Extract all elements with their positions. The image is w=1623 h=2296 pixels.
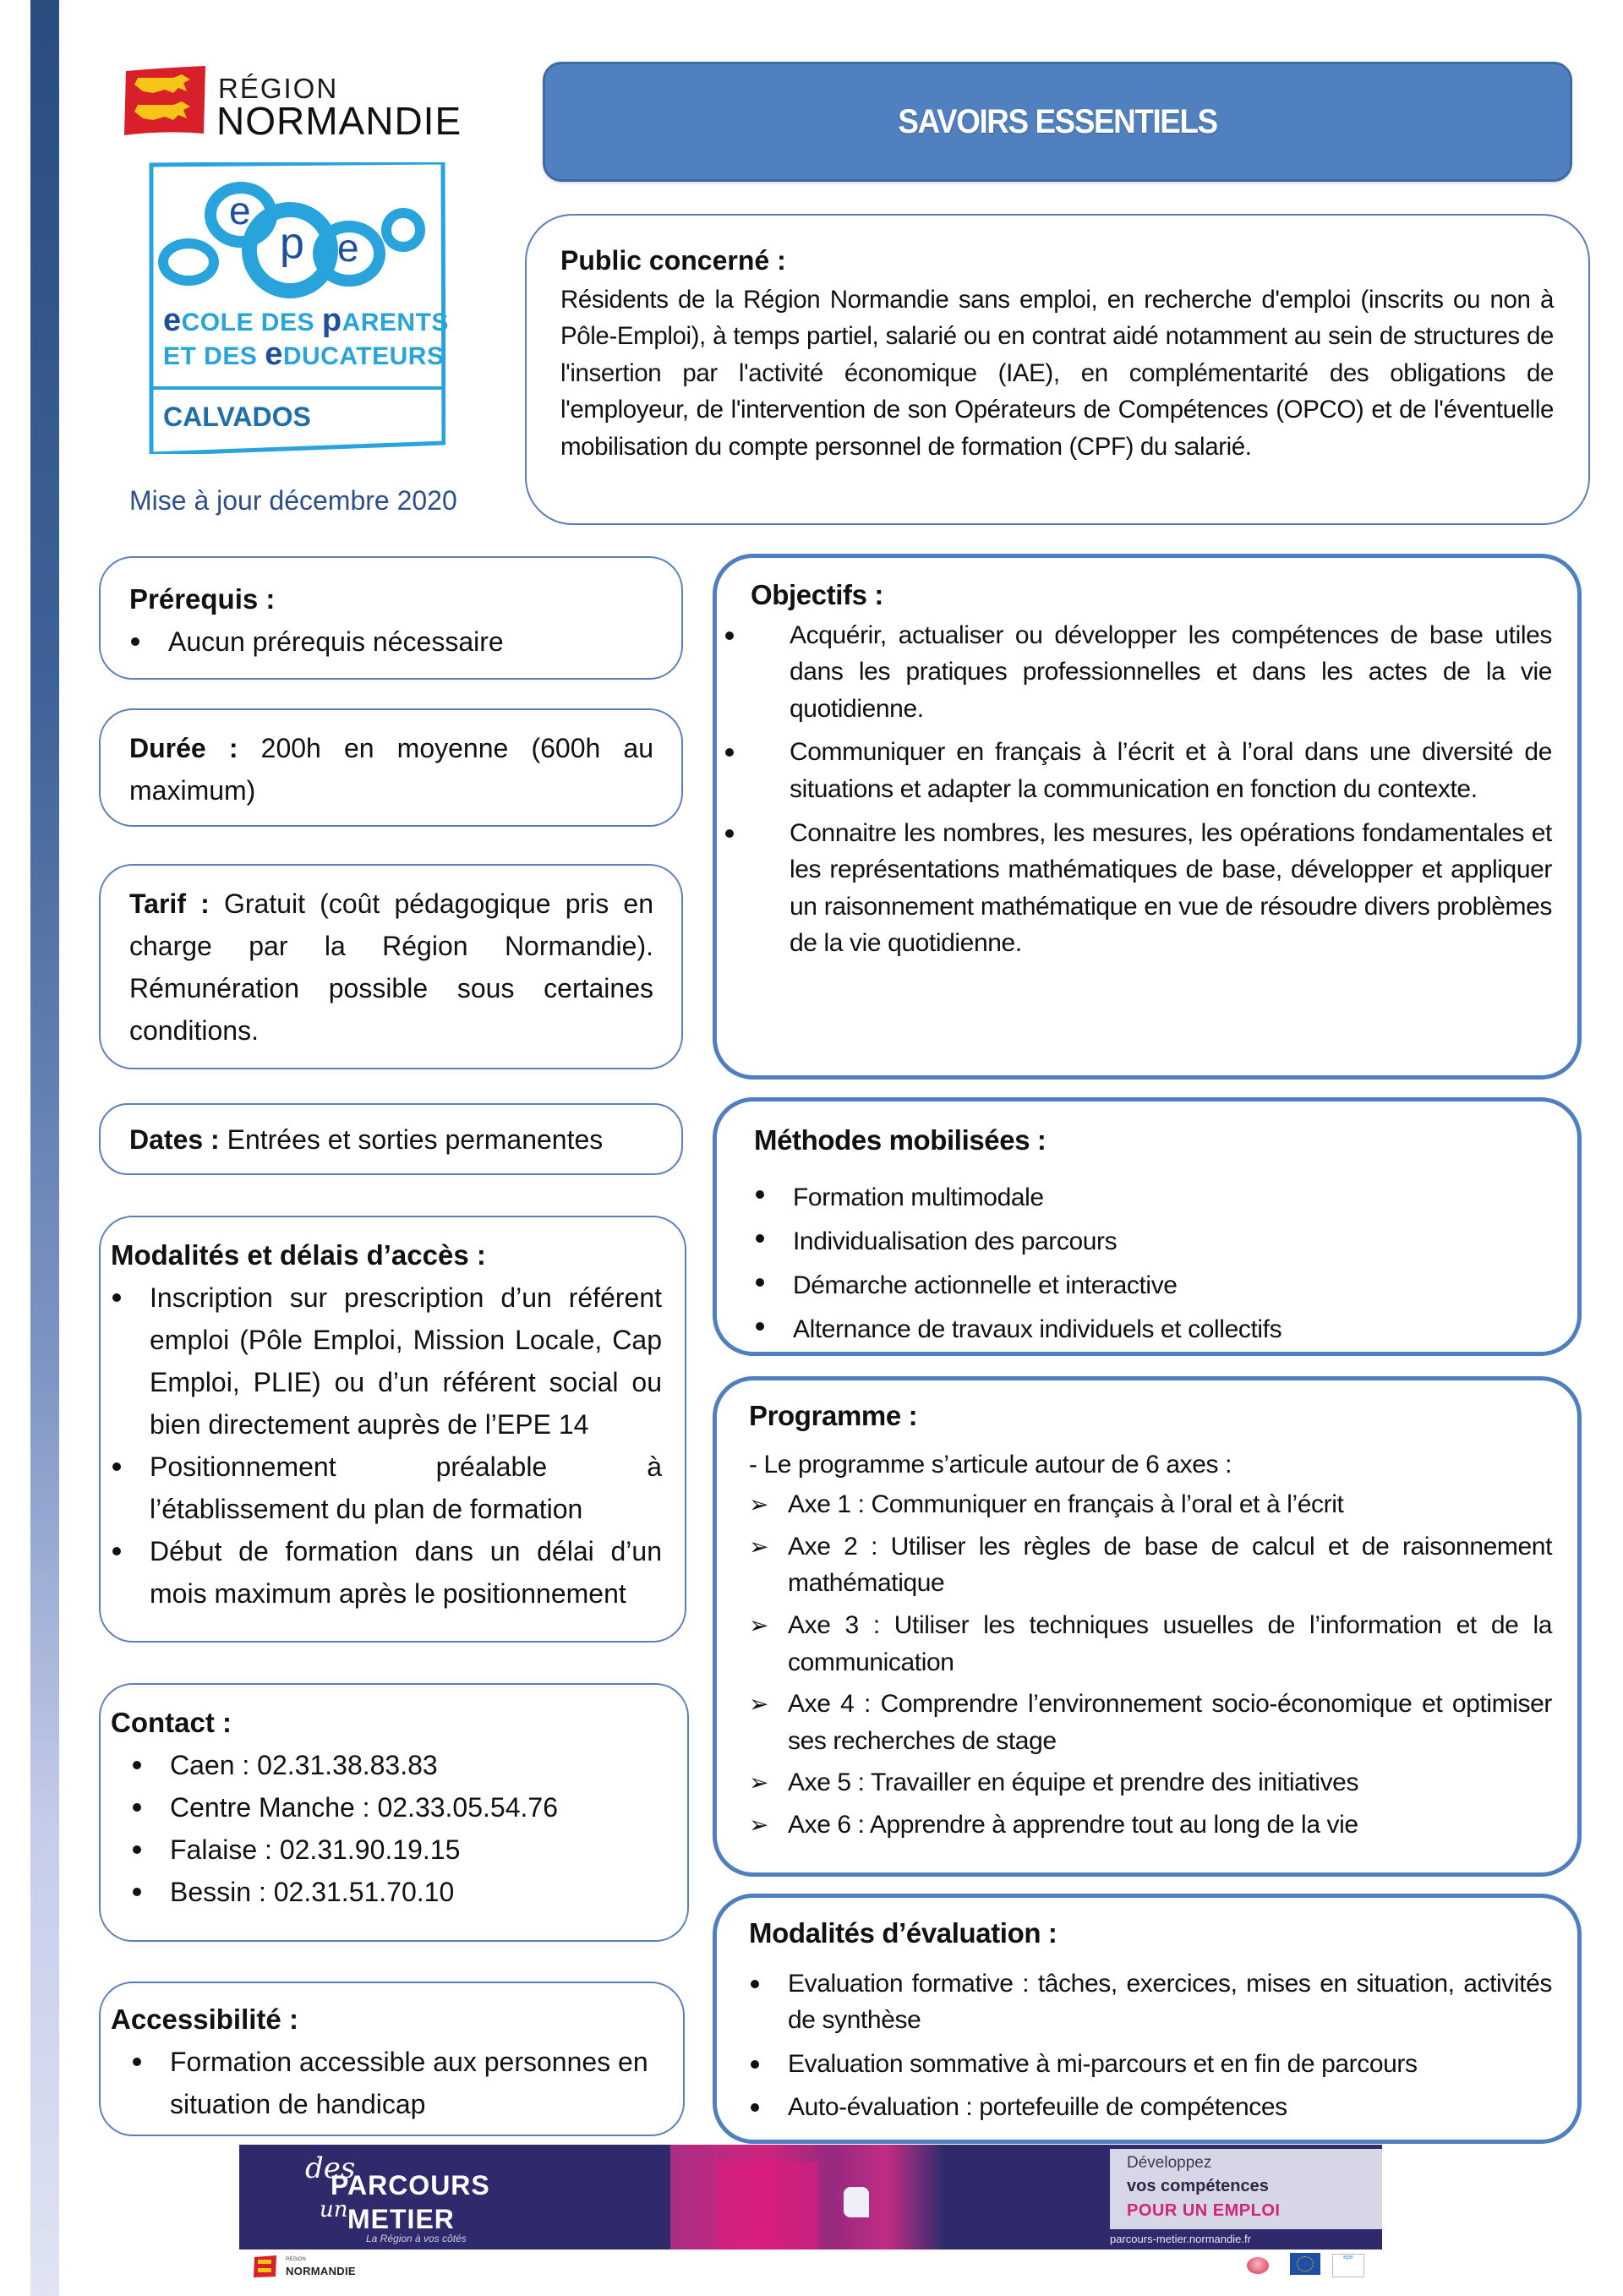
programme-intro: - Le programme s’articule autour de 6 axes :: [749, 1450, 1232, 1479]
contact-box: [99, 1683, 689, 1942]
banner-url-link[interactable]: parcours-metier.normandie.fr: [1110, 2233, 1251, 2245]
contact-item[interactable]: Falaise : 02.31.90.19.15: [131, 1829, 652, 1871]
contact-item[interactable]: Caen : 02.31.38.83.83: [131, 1744, 652, 1786]
normandy-lions-flag-icon: [254, 2255, 277, 2277]
tarif-value: Gratuit (coût pédagogique pris en charge par la Région Normandie). Rémunération possible sous certaines conditions.: [129, 888, 654, 1046]
banner-parcours: PARCOURS: [331, 2170, 490, 2200]
programme-box: [713, 1376, 1582, 1877]
left-decorative-stripe: [30, 0, 59, 2296]
programme-axis: [749, 1607, 1552, 1681]
epe-text-arents: ARENTS: [342, 309, 449, 336]
banner-f-logo-icon: [844, 2187, 869, 2217]
evaluation-list: [749, 1965, 1552, 2126]
epe-initial-e2: e: [265, 336, 283, 372]
banner-tagline: La Région à vos côtés: [366, 2233, 467, 2244]
arrow-right-icon: ➢: [749, 1769, 769, 1796]
contact-item[interactable]: Centre Manche : 02.33.05.54.76: [131, 1786, 652, 1829]
banner-metier: METIER: [347, 2204, 455, 2234]
programme-axis-text: Axe 2 : Utiliser les règles de base de calcul et de raisonnement mathématique: [788, 1532, 1552, 1598]
arrow-right-icon: ➢: [749, 1691, 769, 1718]
epe-initial-e: e: [163, 303, 182, 338]
prerequis-content: [129, 578, 653, 663]
objectifs-title: Objectifs :: [751, 579, 883, 610]
dates-content: [129, 1118, 670, 1161]
prerequis-list: [129, 620, 653, 663]
epe-text-ducateurs: DUCATEURS: [282, 342, 445, 370]
objectifs-content: [751, 577, 1552, 962]
contact-title: Contact :: [111, 1707, 232, 1738]
page-title: SAVOIRS ESSENTIELS: [898, 102, 1217, 140]
programme-axis: [749, 1807, 1552, 1844]
programme-axis: [749, 1764, 1552, 1801]
normandy-lions-flag-icon: [123, 66, 207, 135]
list-item: Connaitre les nombres, les mesures, les opérations fondamentales et les représentations mathématiques de base, développer et appliquer un raisonnement mathématique en vue de résoudre divers problèmes de la vie quotidienne.: [724, 815, 1552, 962]
list-item: Auto-évaluation : portefeuille de compétences: [749, 2089, 1552, 2126]
epe-logo-icon: epe: [1332, 2254, 1364, 2277]
list-item: Communiquer en français à l’écrit et à l’oral dans une diversité de situations et adapter la communication en fonction du contexte.: [724, 734, 1552, 807]
contact-item[interactable]: Bessin : 02.31.51.70.10: [131, 1871, 652, 1913]
banner-un: un: [320, 2197, 348, 2222]
arrow-right-icon: ➢: [749, 1811, 769, 1838]
arrow-right-icon: ➢: [749, 1533, 769, 1560]
epe-text-et-des: ET DES: [163, 342, 265, 370]
programme-title: Programme :: [749, 1400, 918, 1431]
eu-flag-icon: [1290, 2253, 1320, 2275]
methodes-box: [713, 1097, 1582, 1356]
footer-banner[interactable]: [239, 2145, 1382, 2250]
epe-initial-p: p: [321, 303, 342, 338]
programme-axis-text: Axe 3 : Utiliser les techniques usuelles de l’information et de la communication: [788, 1610, 1552, 1676]
arrow-right-icon: ➢: [749, 1491, 769, 1518]
modalites-acces-list: [111, 1276, 662, 1615]
duree-label: Durée :: [129, 733, 238, 763]
banner-des: des: [305, 2151, 356, 2185]
region-logo-line2: NORMANDIE: [216, 99, 462, 143]
accessibilite-list: [131, 2041, 662, 2125]
modalites-acces-title: Modalités et délais d’accès :: [111, 1239, 486, 1271]
methodes-list: [754, 1176, 1549, 1352]
accessibilite-content: [111, 1998, 662, 2125]
dates-label: Dates :: [129, 1124, 220, 1155]
banner-developpez: Développez: [1127, 2154, 1212, 2172]
duree-content: [129, 727, 653, 812]
list-item: Démarche actionnelle et interactive: [754, 1264, 1549, 1308]
prerequis-title: Prérequis :: [129, 583, 276, 615]
update-date-note: Mise à jour décembre 2020: [129, 485, 457, 516]
public-concerne-title: Public concerné :: [560, 245, 786, 276]
epe-name-line1: [163, 303, 449, 339]
duree-value: 200h en moyenne (600h au maximum): [129, 733, 654, 806]
banner-photo-overlay: [717, 2162, 818, 2250]
banner-cta-panel: [1110, 2149, 1382, 2229]
public-concerne-text: Résidents de la Région Normandie sans emploi, en recherche d'emploi (inscrits ou non à Pôle-Emploi), à temps partiel, salarié ou en contrat aidé notamment au sein de structures de l'insertion par l'activité économique (IAE), en complémentarité des obligations de l'employeur, de l'intervention de son Opérateurs de Compétences (OPCO) et de l'éventuelle mobilisation du compte personnel de formation (CPF) du salarié.: [560, 285, 1554, 461]
evaluation-title: Modalités d’évaluation :: [749, 1917, 1057, 1949]
page-title-banner: [543, 62, 1572, 182]
list-item: Aucun prérequis nécessaire: [129, 620, 653, 663]
evaluation-box: [713, 1894, 1582, 2144]
partner-logo-icon: [1247, 2257, 1269, 2274]
programme-axis-text: Axe 4 : Comprendre l’environnement socio-économique et optimiser ses recherches de stage: [788, 1690, 1552, 1755]
banner-pour-un-emploi: POUR UN EMPLOI: [1127, 2201, 1281, 2220]
programme-axis: [749, 1686, 1552, 1759]
programme-content: [749, 1397, 1552, 1844]
public-concerne-content: [560, 243, 1554, 466]
modalites-acces-box: [99, 1216, 686, 1643]
epe-letter-p: p: [280, 219, 304, 268]
objectifs-box: [713, 554, 1582, 1080]
methodes-content: [754, 1122, 1549, 1352]
arrow-right-icon: ➢: [749, 1611, 769, 1638]
list-item: Formation multimodale: [754, 1176, 1549, 1220]
tarif-content: [129, 883, 653, 1052]
list-item: Acquérir, actualiser ou développer les compétences de base utiles dans les pratiques professionnelles et dans les actes de la vie quotidienne.: [724, 617, 1552, 728]
accessibilite-title: Accessibilité :: [111, 2004, 298, 2035]
public-concerne-box: [525, 214, 1590, 525]
epe-letter-e2: e: [337, 226, 359, 270]
tarif-label: Tarif :: [129, 888, 210, 919]
epe-letter-e1: e: [229, 189, 251, 232]
list-item: Alternance de travaux individuels et collectifs: [754, 1308, 1549, 1352]
evaluation-content: [749, 1915, 1552, 2126]
modalites-acces-content: [111, 1234, 662, 1615]
programme-axis: [749, 1528, 1552, 1602]
accessibilite-box: [99, 1982, 685, 2136]
duree-box: [99, 708, 683, 827]
programme-axis-text: Axe 5 : Travailler en équipe et prendre des initiatives: [788, 1768, 1359, 1797]
banner-vos-competences: vos compétences: [1127, 2177, 1269, 2195]
programme-axis-text: Axe 1 : Communiquer en français à l’oral et à l’écrit: [788, 1490, 1344, 1519]
list-item: Inscription sur prescription d’un référent emploi (Pôle Emploi, Mission Locale, Cap Emploi, PLIE) ou d’un référent social ou bien directement auprès de l’EPE 14: [111, 1276, 662, 1446]
epe-name-line2: [163, 336, 444, 373]
dates-value: Entrées et sorties permanentes: [227, 1124, 604, 1155]
region-logo-line1: RÉGION: [218, 73, 339, 104]
footer-region-small: RÉGION: [286, 2257, 306, 2262]
epe-department: CALVADOS: [163, 402, 311, 432]
dates-box: [99, 1103, 683, 1175]
epe-text-cole-des: COLE DES: [181, 309, 322, 336]
contact-list: [131, 1744, 652, 1913]
tarif-box: [99, 864, 683, 1069]
list-item: Positionnement préalable à l’établissement du plan de formation: [111, 1446, 662, 1530]
list-item: Evaluation sommative à mi-parcours et en fin de parcours: [749, 2046, 1552, 2083]
contact-content: [111, 1702, 652, 1913]
list-item: Formation accessible aux personnes en situation de handicap: [131, 2041, 662, 2125]
footer-region-name: NORMANDIE: [286, 2265, 356, 2277]
list-item: Début de formation dans un délai d’un mois maximum après le positionnement: [111, 1530, 662, 1615]
prerequis-box: [99, 556, 683, 680]
programme-axes-list: [749, 1486, 1552, 1843]
list-item: Individualisation des parcours: [754, 1220, 1549, 1264]
programme-axis: [749, 1486, 1552, 1523]
objectifs-list: [724, 617, 1552, 962]
methodes-title: Méthodes mobilisées :: [754, 1124, 1046, 1156]
epe-logo: [148, 162, 449, 454]
programme-axis-text: Axe 6 : Apprendre à apprendre tout au long de la vie: [788, 1810, 1358, 1839]
list-item: Evaluation formative : tâches, exercices, mises en situation, activités de synthèse: [749, 1965, 1552, 2039]
